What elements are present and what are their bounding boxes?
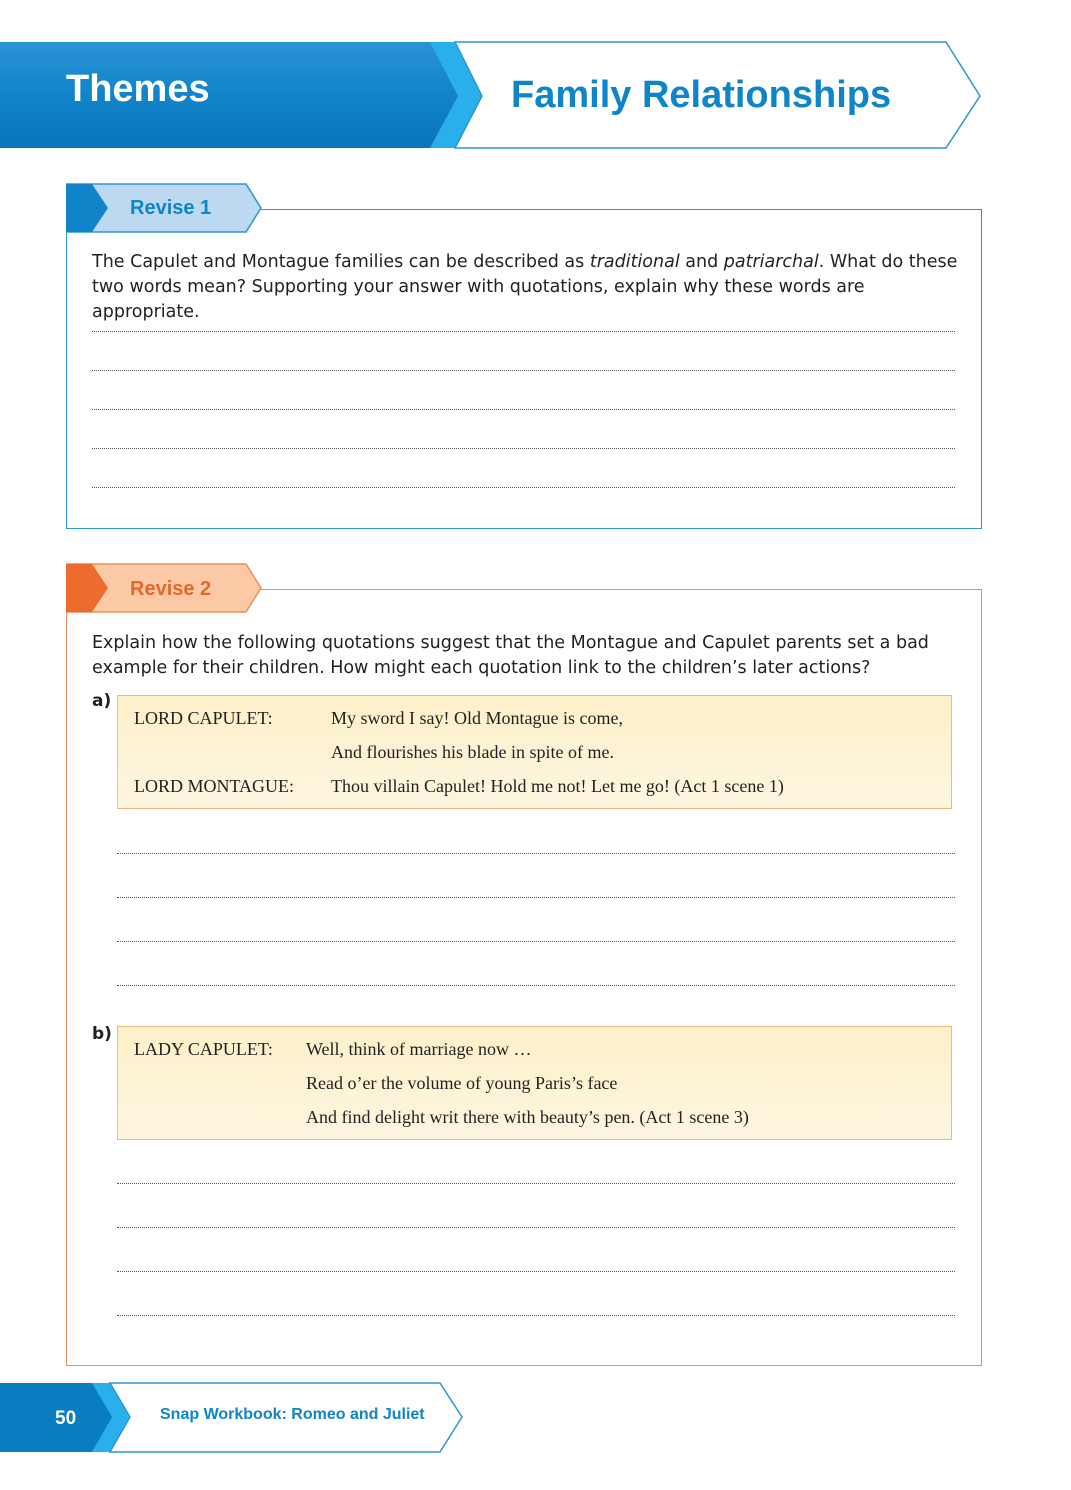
answer-line[interactable] [117, 897, 955, 898]
answer-line[interactable] [92, 448, 955, 449]
prompt-text: and [679, 252, 724, 272]
term-traditional: traditional [589, 252, 680, 272]
section-title: Themes [66, 68, 210, 110]
answer-line[interactable] [117, 1227, 955, 1228]
answer-line[interactable] [117, 853, 955, 854]
prompt-text: The Capulet and Montague families can be described as [92, 252, 590, 272]
answer-line[interactable] [117, 985, 955, 986]
quote-line: Read o’er the volume of young Paris’s face [306, 1073, 618, 1093]
part-a-label: a) [92, 691, 112, 711]
answer-line[interactable] [92, 487, 955, 488]
prompt-text: . What do these two words mean? Supporting your answer with quotations, explain why these words are appropriate. [92, 252, 958, 322]
answer-line[interactable] [92, 331, 955, 332]
revise-1-prompt [92, 250, 962, 325]
revise-2-label: Revise 2 [130, 578, 212, 600]
answer-line[interactable] [117, 1315, 955, 1316]
revise-1-label: Revise 1 [130, 197, 212, 219]
quote-line: Well, think of marriage now … [306, 1039, 532, 1059]
quote-line: And find delight writ there with beauty’s pen. (Act 1 scene 3) [306, 1107, 749, 1127]
speaker: LORD CAPULET: [134, 708, 273, 728]
quote-line: Thou villain Capulet! Hold me not! Let me go! (Act 1 scene 1) [331, 776, 784, 796]
part-b-label: b) [92, 1024, 112, 1044]
answer-line[interactable] [117, 1183, 955, 1184]
page-title: Family Relationships [511, 74, 892, 116]
answer-line[interactable] [117, 1271, 955, 1272]
term-patriarchal: patriarchal [723, 252, 819, 272]
answer-line[interactable] [117, 941, 955, 942]
revise-2-prompt: Explain how the following quotations suggest that the Montague and Capulet parents set a bad example for their children. How might each quotation link to the children’s later actions? [92, 633, 929, 678]
quote-line: And flourishes his blade in spite of me. [331, 742, 614, 762]
speaker: LORD MONTAGUE: [134, 776, 295, 796]
speaker: LADY CAPULET: [134, 1039, 273, 1059]
page-number: 50 [55, 1408, 77, 1429]
answer-line[interactable] [92, 370, 955, 371]
book-title: Snap Workbook: Romeo and Juliet [160, 1406, 425, 1423]
answer-line[interactable] [92, 409, 955, 410]
quote-line: My sword I say! Old Montague is come, [331, 708, 623, 728]
